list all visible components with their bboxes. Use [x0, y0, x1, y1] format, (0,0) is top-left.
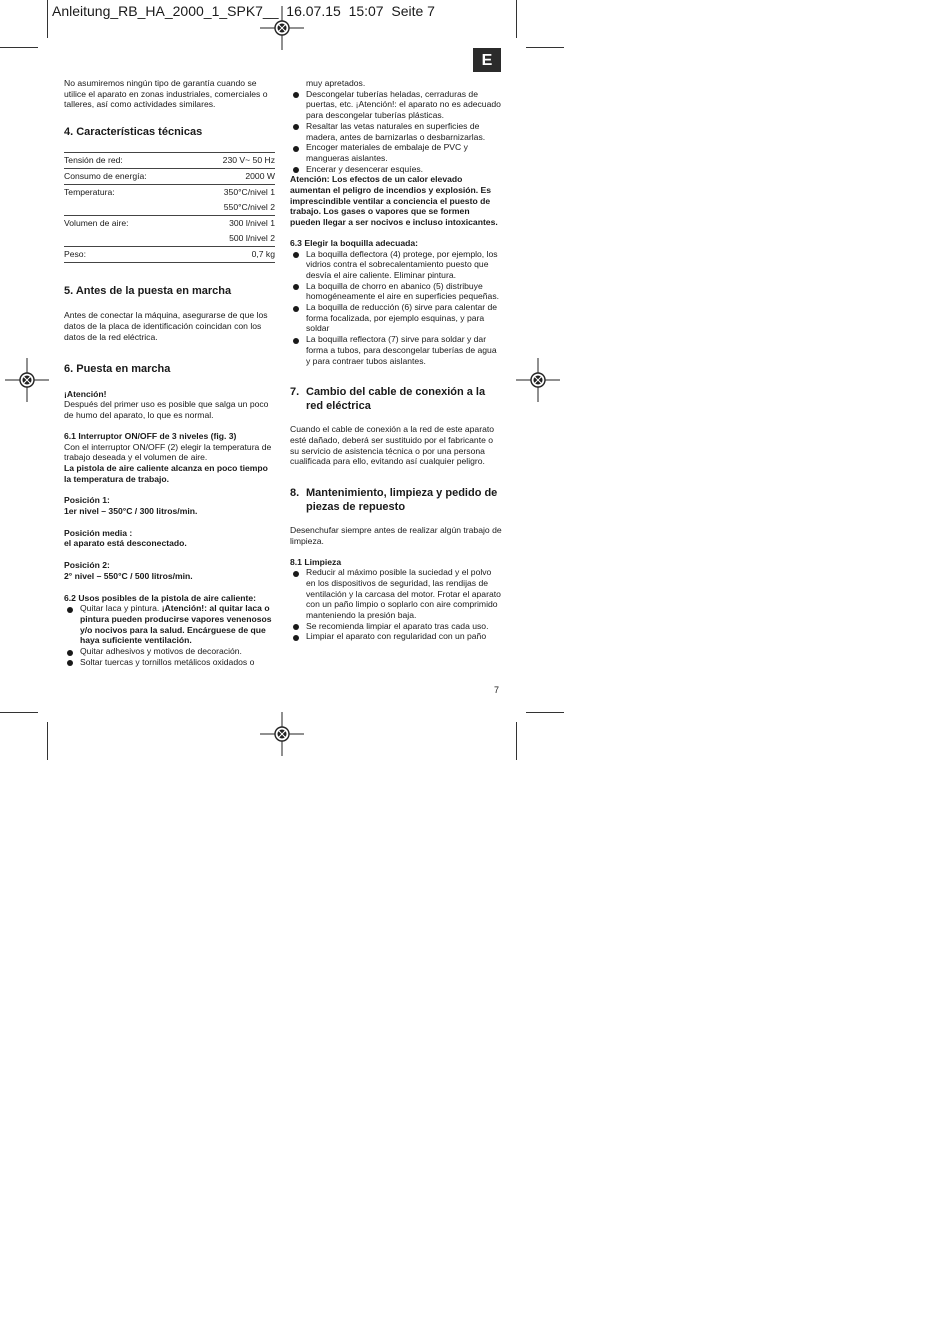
spec-value: 300 l/nivel 1	[193, 215, 275, 231]
crop-mark	[0, 712, 38, 713]
paragraph: Desenchufar siempre antes de realizar algún trabajo de limpieza.	[290, 525, 502, 546]
crop-mark	[47, 0, 48, 38]
spec-row	[64, 168, 275, 184]
spec-row	[64, 231, 275, 247]
right-column	[290, 78, 502, 642]
crop-mark	[47, 722, 48, 760]
paragraph-bold: 1er nivel – 350°C / 300 litros/min.	[64, 506, 198, 517]
list-item-text: Quitar laca y pintura.	[80, 603, 162, 614]
warranty-note: No asumiremos ningún tipo de garantía cuando se utilice el aparato en zonas industriales, comerciales o talleres, así como actividades similares.	[64, 78, 268, 110]
list-item-warning: ¡Atención!: al quitar laca o pintura pueden producirse vapores venenosos y/o nocivos para la salud. Encárguese de que haya suficiente ventilación.	[80, 603, 272, 646]
list-item: Se recomienda limpiar el aparato tras cada uso.	[290, 621, 502, 632]
spec-value: 500 l/nivel 2	[229, 232, 275, 243]
list-item: Reducir al máximo posible la suciedad y el polvo en los dispositivos de seguridad, las rendijas de ventilación y la carcasa del motor. Frotar el aparato con un paño limpio o soplarlo con aire comprimido manteniendo la presión baja.	[290, 567, 502, 621]
subheading: Posición media :	[64, 527, 133, 538]
spec-row	[64, 246, 275, 262]
nozzle-list	[290, 249, 502, 367]
spec-row	[64, 152, 275, 168]
spec-value: 230 V~ 50 Hz	[193, 152, 275, 168]
section-heading	[290, 487, 502, 514]
spec-label: Volumen de aire:	[64, 215, 193, 231]
registration-mark-icon	[260, 6, 304, 50]
section-number: 8.	[290, 487, 300, 500]
paragraph-bold: La pistola de aire caliente alcanza en poco tiempo la temperatura de trabajo.	[64, 462, 268, 484]
spec-value: 350°C/nivel 1	[193, 184, 275, 200]
section-heading: 6. Puesta en marcha	[64, 363, 171, 376]
language-badge: E	[473, 48, 501, 72]
subheading: 6.3 Elegir la boquilla adecuada:	[290, 237, 418, 248]
list-item: La boquilla de reducción (6) sirve para calentar de forma focalizada, por ejemplo esquinas, y para soldar	[290, 302, 502, 334]
cleaning-list	[290, 567, 502, 642]
section-heading: 5. Antes de la puesta en marcha	[64, 284, 232, 297]
registration-mark-icon	[260, 712, 304, 756]
spec-label: Peso:	[64, 246, 193, 262]
subheading: Posición 1:	[64, 495, 110, 506]
continued-text: muy apretados.	[306, 78, 366, 88]
spec-row	[64, 184, 275, 200]
paragraph-bold: el aparato está desconectado.	[64, 538, 187, 549]
spec-label	[64, 231, 193, 247]
usage-list	[64, 603, 276, 667]
list-item: Quitar adhesivos y motivos de decoración.	[64, 646, 276, 657]
list-item: La boquilla de chorro en abanico (5) distribuye homogéneamente el aire en superficies pequeñas.	[290, 281, 502, 302]
subheading: ¡Atención!	[64, 388, 107, 399]
spec-label: Tensión de red:	[64, 152, 193, 168]
list-item: Encerar y desencerar esquíes.	[290, 164, 502, 175]
subheading: 6.1 Interruptor ON/OFF de 3 niveles (fig. 3)	[64, 430, 237, 441]
spec-label: Temperatura:	[64, 184, 193, 200]
registration-mark-icon	[5, 358, 49, 402]
paragraph: Después del primer uso es posible que salga un poco de humo del aparato, lo que es normal.	[64, 399, 269, 421]
warning-paragraph: Atención: Los efectos de un calor elevado aumentan el peligro de incendios y explosión. Es imprescindible ventilar a conciencia el puesto de trabajo. Los gases o vapores que se formen pueden llegar a ser nocivos e incluso intoxicantes.	[290, 174, 498, 228]
spec-label	[64, 200, 193, 216]
spec-value: 0,7 kg	[193, 246, 275, 262]
spec-value: 550°C/nivel 2	[223, 201, 275, 212]
page-number: 7	[494, 685, 500, 695]
section-title: Mantenimiento, limpieza y pedido de piezas de repuesto	[306, 487, 498, 513]
paragraph: Antes de conectar la máquina, asegurarse de que los datos de la placa de identificación coincidan con los datos de la red eléctrica.	[64, 310, 268, 342]
list-item: Limpiar el aparato con regularidad con un paño	[290, 631, 502, 642]
paragraph: Cuando el cable de conexión a la red de este aparato esté dañado, deberá ser sustituido por el fabricante o su servicio de asistencia técnica o por una persona cualificada para ello, evitando así cualquier peligro.	[290, 424, 495, 467]
spec-row	[64, 215, 275, 231]
paragraph-bold: 2° nivel – 550°C / 500 litros/min.	[64, 570, 193, 581]
section-heading: 4. Características técnicas	[64, 126, 203, 139]
crop-mark	[0, 47, 38, 48]
spec-value: 2000 W	[193, 168, 275, 184]
usage-list-continued	[290, 89, 502, 175]
crop-mark	[526, 712, 564, 713]
list-item: Soltar tuercas y tornillos metálicos oxidados o	[64, 657, 276, 668]
crop-mark	[516, 722, 517, 760]
section-heading	[290, 386, 502, 413]
list-item: Descongelar tuberías heladas, cerraduras de puertas, etc. ¡Atención!: el aparato no es adecuado para descongelar tuberías plásticas.	[290, 89, 502, 121]
list-item: Resaltar las vetas naturales en superficies de madera, antes de barnizarlas o desbarnizarlas.	[290, 121, 502, 142]
list-item	[64, 603, 276, 646]
print-slug: Anleitung_RB_HA_2000_1_SPK7__ 16.07.15 15:07 Seite 7	[52, 3, 435, 19]
section-title: Cambio del cable de conexión a la red eléctrica	[306, 386, 486, 412]
section-number: 7.	[290, 386, 300, 399]
crop-mark	[516, 0, 517, 38]
subheading: 8.1 Limpieza	[290, 556, 342, 567]
registration-mark-icon	[516, 358, 560, 402]
spec-table	[64, 152, 275, 263]
list-item: Encoger materiales de embalaje de PVC y mangueras aislantes.	[290, 142, 502, 163]
left-column	[64, 78, 276, 667]
list-item: La boquilla reflectora (7) sirve para soldar y dar forma a tubos, para descongelar tuberías de agua y para contraer tubos aislantes.	[290, 334, 502, 366]
crop-mark	[526, 47, 564, 48]
paragraph: Con el interruptor ON/OFF (2) elegir la temperatura de trabajo deseada y el volumen de aire.	[64, 441, 272, 463]
spec-label: Consumo de energía:	[64, 168, 193, 184]
subheading: 6.2 Usos posibles de la pistola de aire caliente:	[64, 592, 256, 603]
subheading: Posición 2:	[64, 560, 110, 571]
list-item: La boquilla deflectora (4) protege, por ejemplo, los vidrios contra el sobrecalentamiento puesto que desvía el aire caliente. Eliminar pintura.	[290, 249, 502, 281]
spec-row	[64, 200, 275, 216]
